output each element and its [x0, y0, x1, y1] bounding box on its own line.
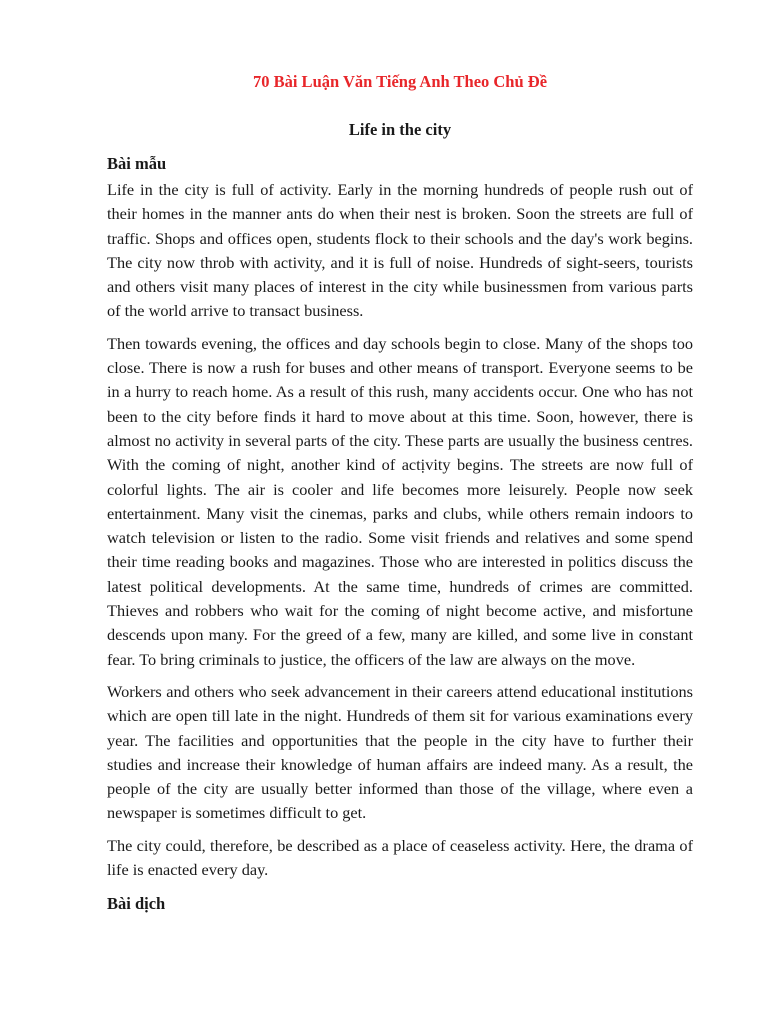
section-heading-translation: Bài dịch [107, 894, 166, 914]
paragraph-4: The city could, therefore, be described as a place of ceaseless activity. Here, the drama of life is enacted every day. [107, 835, 693, 880]
document-page [107, 70, 693, 918]
paragraph-1: Life in the city is full of activity. Early in the morning hundreds of people rush out of their homes in the manner ants do when their nest is broken. Soon the streets are full of traffic. Shops and offices open, students flock to their schools and the day's work begins. The city now throb with activity, and it is full of noise. Hundreds of sight-seers, tourists and others visit many places of interest in the city while businessmen from various parts of the world arrive to transact business. [107, 180, 693, 321]
paragraph-2: Then towards evening, the offices and day schools begin to close. Many of the shops too close. There is now a rush for buses and other means of transport. Everyone seems to be in a hurry to reach home. As a result of this rush, many accidents occur. One who has not been to the city before finds it hard to move about at this time. Soon, however, there is almost no activity in several parts of the city. These parts are usually the business centres. With the coming of night, another kind of actịvity begins. The streets are now full of colorful lights. The air is cooler and life becomes more leisurely. People now seek entertainment. Many visit the cinemas, parks and clubs, while others remain indoors to watch television or listen to the radio. Some visit friends and relatives and some spend their time reading books and magazines. Those who are interested in politics discuss the latest political developments. At the same time, hundreds of crimes are committed. Thieves and robbers who wait for the coming of night become active, and misfortune descends upon many. For the greed of a few, many are killed, and some live in constant fear. To bring criminals to justice, the officers of the law are always on the move. [107, 333, 693, 669]
paragraph-3: Workers and others who seek advancement in their careers attend educational institutions which are open till late in the night. Hundreds of them sit for various examinations every year. The facilities and opportunities that the people in the city have to further their studies and increase their knowledge of human affairs are indeed many. As a result, the people of the city are usually better informed than those of the village, where even a newspaper is sometimes difficult to get. [107, 681, 693, 823]
section-heading-sample: Bài mẫu [107, 154, 167, 173]
document-header-title: 70 Bài Luận Văn Tiếng Anh Theo Chủ Đề [252, 72, 548, 91]
essay-title: Life in the city [348, 120, 452, 139]
